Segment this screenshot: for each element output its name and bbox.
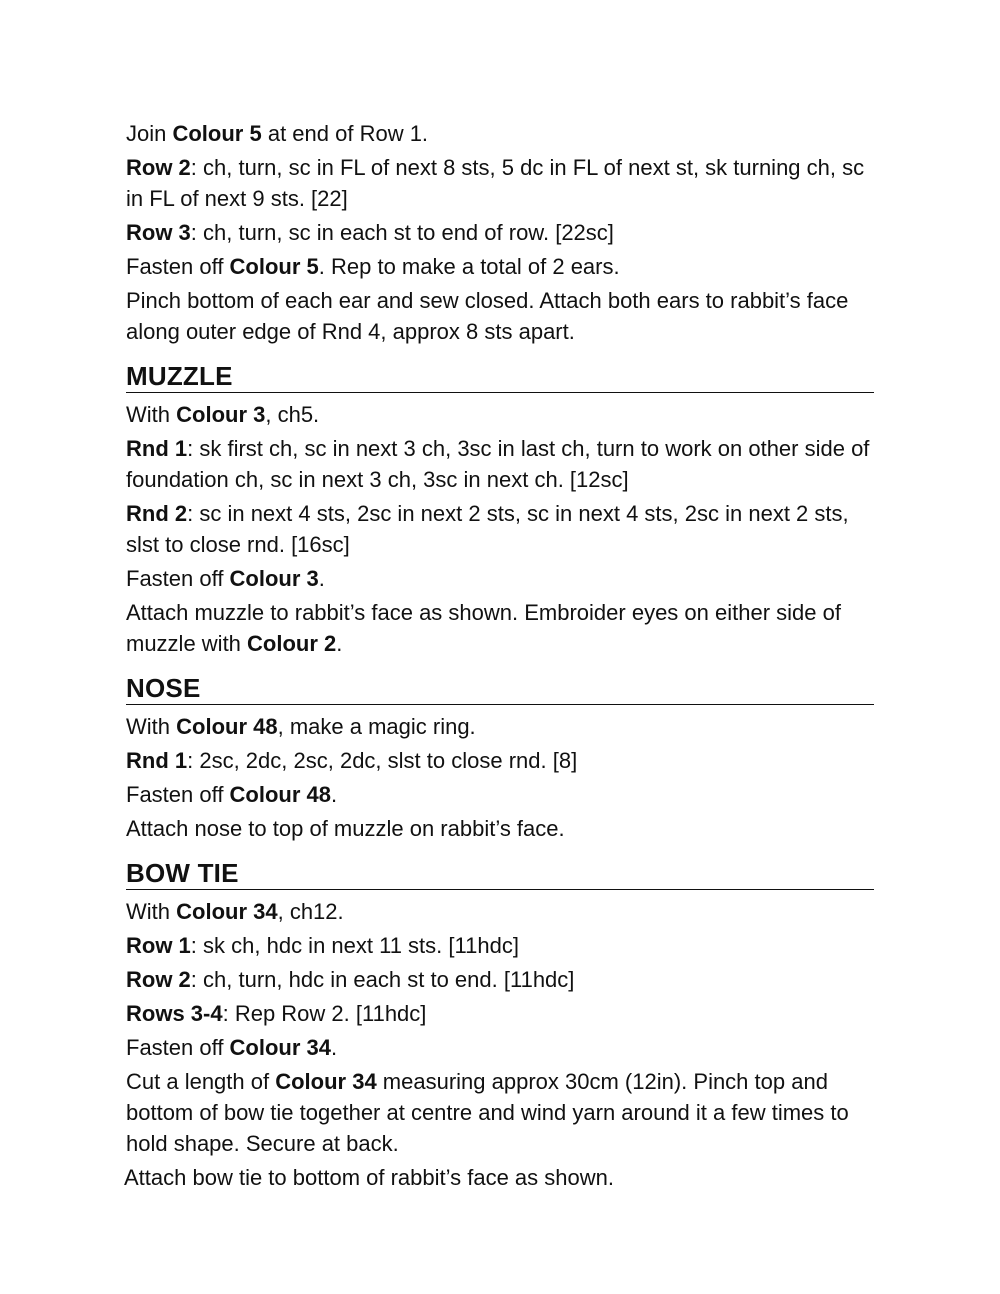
section-body [126,399,874,659]
bold-term: Colour 5 [172,121,262,146]
bold-term: Colour 48 [176,714,278,739]
text-segment: With [126,899,177,924]
instruction-paragraph [126,563,874,594]
section-muzzle [126,361,874,659]
text-segment: Fasten off [126,782,230,807]
instruction-paragraph [126,433,874,495]
text-segment: Fasten off [126,1035,230,1060]
bold-term: Colour 48 [229,782,332,807]
section-heading: MUZZLE [126,361,874,393]
instruction-paragraph [126,498,874,560]
text-segment: Fasten off [126,566,230,591]
bold-term: Row 2 [126,967,191,992]
section-bow-tie [126,858,874,1193]
bold-term: Colour 2 [247,631,337,656]
instruction-paragraph [126,813,874,844]
text-segment: Cut a length of [126,1069,276,1094]
text-segment: . [331,1035,338,1060]
text-segment: : sc in next 4 sts, 2sc in next 2 sts, sc in next 4 sts, 2sc in next 2 sts, slst to close rnd. [16sc] [126,501,849,557]
instruction-paragraph [126,930,874,961]
instruction-paragraph [124,1162,874,1193]
text-segment: Attach bow tie to bottom of rabbit’s face as shown. [124,1165,614,1190]
bold-term: Rnd 2 [126,501,188,526]
bold-term: Rnd 1 [126,748,188,773]
instruction-paragraph [126,896,874,927]
instruction-paragraph [126,745,874,776]
text-segment: Fasten off [126,254,230,279]
section-heading: NOSE [126,673,874,705]
text-segment: Pinch bottom of each ear and sew closed. Attach both ears to rabbit’s face along outer edge of Rnd 4, approx 8 sts apart. [126,288,849,344]
instruction-paragraph [126,285,874,347]
text-segment: : ch, turn, sc in FL of next 8 sts, 5 dc in FL of next st, sk turning ch, sc in FL of next 9 sts. [22] [126,155,865,211]
instruction-paragraph [126,217,874,248]
text-segment: , make a magic ring. [277,714,476,739]
text-segment: , ch5. [265,402,320,427]
text-segment: : ch, turn, sc in each st to end of row. [22sc] [190,220,614,245]
text-segment: measuring approx 30cm (12in). Pinch top and bottom of bow tie together at centre and wind yarn around it a few times to hold shape. Secure at back. [126,1069,849,1156]
text-segment: . Rep to make a total of 2 ears. [318,254,620,279]
text-segment: Attach nose to top of muzzle on rabbit’s face. [126,816,565,841]
bold-term: Rnd 1 [126,436,188,461]
bold-term: Colour 34 [275,1069,377,1094]
instruction-paragraph [126,251,874,282]
bold-term: Colour 3 [229,566,319,591]
text-segment: Attach muzzle to rabbit’s face as shown. Embroider eyes on either side of muzzle with [126,600,841,656]
text-segment: : ch, turn, hdc in each st to end. [11hdc] [190,967,575,992]
instruction-paragraph [126,711,874,742]
instruction-paragraph [126,998,874,1029]
text-segment: : sk first ch, sc in next 3 ch, 3sc in last ch, turn to work on other side of foundation ch, sc in next 3 ch, 3sc in next ch. [12sc] [126,436,870,492]
text-segment: , ch12. [277,899,344,924]
instruction-paragraph [126,399,874,430]
instruction-paragraph [126,1032,874,1063]
bold-term: Row 1 [126,933,191,958]
text-segment: . [331,782,338,807]
text-segment: : sk ch, hdc in next 11 sts. [11hdc] [190,933,519,958]
bold-term: Row 3 [126,220,191,245]
instruction-paragraph [126,964,874,995]
section-nose [126,673,874,844]
text-segment: . [318,566,325,591]
section-heading: BOW TIE [126,858,874,890]
bold-term: Colour 3 [176,402,266,427]
text-segment: at end of Row 1. [261,121,429,146]
section-body [126,711,874,844]
instruction-paragraph [126,597,874,659]
instruction-paragraph [126,118,874,149]
text-segment: With [126,714,177,739]
instruction-paragraph [126,152,874,214]
text-segment: Join [126,121,173,146]
section-body [126,896,874,1193]
bold-term: Rows 3-4 [126,1001,223,1026]
bold-term: Row 2 [126,155,191,180]
instruction-paragraph [126,1066,874,1159]
bold-term: Colour 34 [176,899,278,924]
bold-term: Colour 34 [229,1035,332,1060]
instruction-paragraph [126,779,874,810]
text-segment: : 2sc, 2dc, 2sc, 2dc, slst to close rnd. [8] [187,748,578,773]
pattern-sections [126,361,874,1193]
text-segment: With [126,402,177,427]
pattern-page [126,118,874,1196]
ears-instructions [126,118,874,347]
text-segment: : Rep Row 2. [11hdc] [222,1001,427,1026]
text-segment: . [336,631,343,656]
bold-term: Colour 5 [229,254,319,279]
